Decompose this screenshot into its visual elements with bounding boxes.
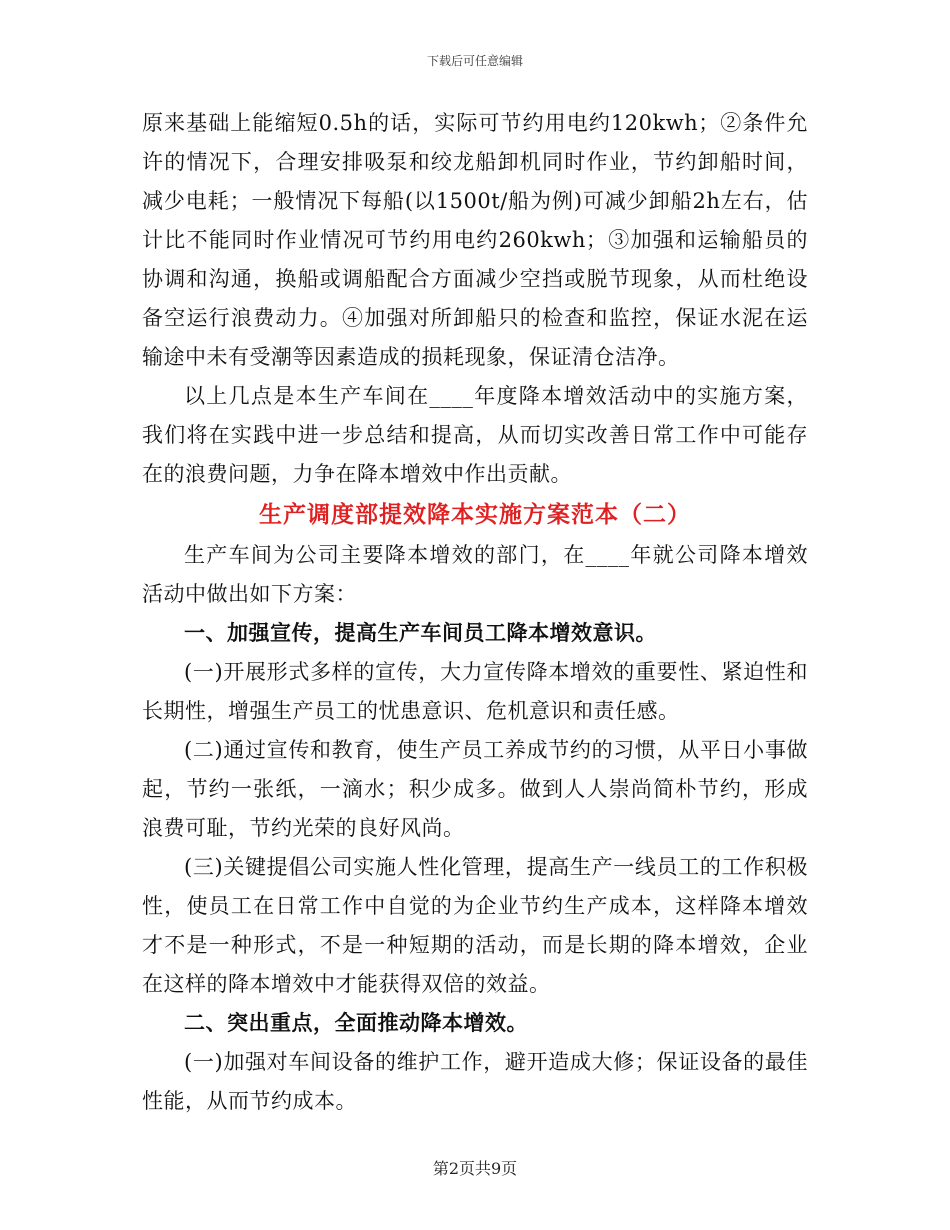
page-header: 下载后可任意编辑 bbox=[426, 54, 523, 68]
paragraph-item-1-3: (三)关键提倡公司实施人性化管理，提高生产一线员工的工作积极性，使员工在日常工作中自觉的为企业节约生产成本，这样降本增效才不是一种形式，不是一种短期的活动，而是长期的降本增效，企业在这样的降本增效中才能获得双倍的效益。 bbox=[142, 855, 808, 996]
paragraph-continued: 原来基础上能缩短0.5h的话，实际可节约用电约120kwh；②条件允许的情况下，合理安排吸泵和绞龙船卸机同时作业，节约卸船时间，减少电耗；一般情况下每船(以1500t/船为例)可减少卸船2h左右，估计比不能同时作业情况可节约用电约260kwh；③加强和运输船员的协调和沟通，换船或调船配合方面减少空挡或脱节现象，从而杜绝设备空运行浪费动力。④加强对所卸船只的检查和监控，保证水泥在运输途中未有受潮等因素造成的损耗现象，保证清仓洁净。 bbox=[142, 111, 808, 369]
page-footer: 第2页共9页 bbox=[432, 1159, 518, 1178]
paragraph-summary: 以上几点是本生产车间在____年度降本增效活动中的实施方案，我们将在实践中进一步总结和提高，从而切实改善日常工作中可能存在的浪费问题，力争在降本增效中作出贡献。 bbox=[142, 384, 808, 486]
paragraph-item-2-1: (一)加强对车间设备的维护工作，避开造成大修；保证设备的最佳性能，从而节约成本。 bbox=[142, 1050, 808, 1113]
paragraph-intro: 生产车间为公司主要降本增效的部门，在____年就公司降本增效活动中做出如下方案： bbox=[142, 543, 808, 606]
paragraph-item-1-1: (一)开展形式多样的宣传，大力宣传降本增效的重要性、紧迫性和长期性，增强生产员工的忧患意识、危机意识和责任感。 bbox=[142, 660, 808, 723]
heading-one: 一、加强宣传，提高生产车间员工降本增效意识。 bbox=[184, 621, 657, 645]
paragraph-item-1-2: (二)通过宣传和教育，使生产员工养成节约的习惯，从平日小事做起，节约一张纸，一滴水；积少成多。做到人人崇尚简朴节约，形成浪费可耻，节约光荣的良好风尚。 bbox=[142, 738, 808, 840]
heading-two: 二、突出重点，全面推动降本增效。 bbox=[184, 1011, 528, 1035]
document-body bbox=[142, 104, 808, 1121]
section-title: 生产调度部提效降本实施方案范本（二） bbox=[259, 502, 691, 528]
